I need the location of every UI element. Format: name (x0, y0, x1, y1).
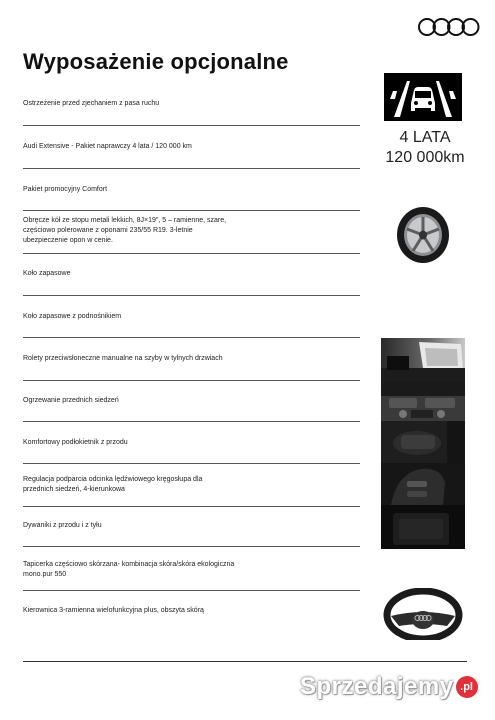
option-label: Ostrzeżenie przed zjechaniem z pasa ruchu (23, 100, 160, 107)
watermark-badge: .pl (456, 676, 478, 698)
armrest-image (381, 421, 465, 463)
option-label: Koło zapasowe z podnośnikiem (23, 313, 122, 320)
steering-wheel-image (381, 588, 465, 640)
page-bottom-divider (23, 661, 467, 662)
warranty-badge (380, 128, 470, 168)
option-label: Rolety przeciwsłoneczne manualne na szyby w tylnych drzwiach (23, 355, 223, 362)
row-divider (23, 590, 360, 591)
option-row (23, 521, 360, 531)
option-row (23, 216, 360, 246)
row-divider (23, 546, 360, 547)
option-row (23, 475, 360, 495)
option-label: Koło zapasowe (23, 270, 71, 277)
option-row (23, 396, 360, 406)
option-label: Kierownica 3-ramienna wielofunkcyjna plus, obszyta skórą (23, 607, 204, 614)
lumbar-support-image (381, 463, 465, 505)
option-row (23, 142, 360, 152)
row-divider (23, 168, 360, 169)
option-label: Pakiet promocyjny Comfort (23, 186, 108, 193)
alloy-wheel-image (384, 205, 462, 265)
heated-seats-console-image (381, 382, 465, 421)
sprzedajemy-watermark (300, 667, 490, 707)
page-title: Wyposażenie opcjonalne (23, 49, 289, 74)
option-label: Obręcze kół ze stopu metali lekkich, 8J×19", 5 – ramienne, szare, częściowo polerowane z oponami 235/55 R19. 3-letnie ubezpieczenie opon w cenie. (23, 217, 227, 244)
option-row (23, 99, 360, 109)
watermark-text: Sprzedajemy (300, 673, 454, 700)
lane-departure-warning-icon (384, 73, 462, 121)
row-divider (23, 506, 360, 507)
row-divider (23, 295, 360, 296)
option-label: Ogrzewanie przednich siedzeń (23, 397, 119, 404)
row-divider (23, 380, 360, 381)
option-label: Audi Extensive - Pakiet naprawczy 4 lata / 120 000 km (23, 143, 192, 150)
option-row (23, 269, 360, 279)
sun-blinds-image (381, 338, 465, 382)
row-divider (23, 125, 360, 126)
row-divider (23, 337, 360, 338)
row-divider (23, 210, 360, 211)
row-divider (23, 253, 360, 254)
audi-logo-icon (418, 17, 480, 37)
option-row (23, 438, 360, 448)
option-row (23, 185, 360, 195)
option-label: Regulacja podparcia odcinka lędźwiowego kręgosłupa dla przednich siedzeń, 4-kierunkowa (23, 476, 203, 493)
option-row (23, 312, 360, 322)
option-row (23, 606, 360, 616)
warranty-mileage: 120 000km (385, 149, 465, 166)
option-row (23, 560, 360, 580)
warranty-years: 4 LATA (399, 129, 451, 146)
option-label: Komfortowy podłokietnik z przodu (23, 439, 128, 446)
option-label: Tapicerka częściowo skórzana- kombinacja skóra/skóra ekologiczna mono.pur 550 (23, 561, 235, 578)
option-label: Dywaniki z przodu i z tyłu (23, 522, 102, 529)
option-row (23, 354, 360, 364)
floor-mats-image (381, 505, 465, 549)
row-divider (23, 463, 360, 464)
row-divider (23, 421, 360, 422)
